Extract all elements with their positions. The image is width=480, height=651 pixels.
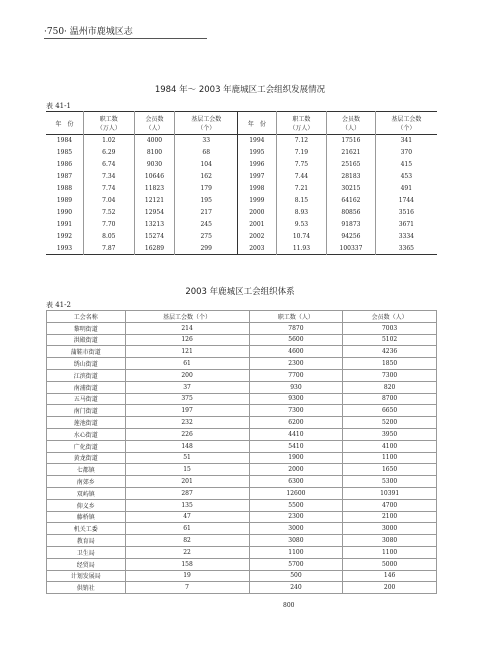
table-cell: 10646 [134,171,175,183]
table-cell: 820 [343,381,437,393]
table-cell: 3080 [343,535,437,547]
table-cell: 12121 [134,195,175,207]
table-cell: 2000 [238,207,277,219]
table-cell: 南浦街道 [47,381,126,393]
table-cell: 4410 [249,428,343,440]
table-cell: 5700 [249,558,343,570]
header-rule [44,38,207,39]
table-cell: 15274 [134,231,175,243]
table-cell: 洪殿街道 [47,334,126,346]
table-cell: 1650 [343,464,437,476]
table-row [47,405,437,417]
table-cell: 21621 [327,147,375,159]
table-cell: 5102 [343,334,437,346]
table-cell: 135 [125,499,249,511]
table-cell: 七都镇 [47,464,126,476]
table-cell: 1.02 [83,135,134,147]
table-cell: 1988 [56,185,73,192]
year-header: 年 份 [238,112,277,135]
table-row [47,464,437,476]
table-cell: 4600 [249,346,343,358]
table-cell: 江滨街道 [47,369,126,381]
table-cell: 94256 [327,231,375,243]
table-cell: 197 [125,405,249,417]
table-cell: 25165 [327,159,375,171]
table-cell: 226 [125,428,249,440]
table-cell: 4100 [343,440,437,452]
table-cell: 7.70 [83,219,134,231]
table-cell: 1995 [238,147,277,159]
table-cell: 7.44 [276,171,327,183]
table-cell: 51 [125,452,249,464]
table-cell: 68 [175,147,238,159]
table-cell: 7300 [249,405,343,417]
table-row [47,417,437,429]
table-cell: 莲池街道 [47,417,126,429]
table-cell: 4236 [343,346,437,358]
table-cell: 4700 [343,499,437,511]
table-cell: 126 [125,334,249,346]
table-cell: 10391 [343,487,437,499]
table-cell: 232 [125,417,249,429]
table-row [46,147,437,159]
table-row [46,231,437,243]
table-row [47,487,437,499]
table-cell: 195 [175,195,238,207]
table-cell: 广化街道 [47,440,126,452]
members-header: 会员数（人） [343,311,437,323]
table-cell: 19 [125,570,249,582]
table-cell: 仰义乡 [47,499,126,511]
table-cell: 机关工委 [47,523,126,535]
table-row [47,334,437,346]
table-cell: 200 [343,582,437,594]
table2-label: 表 41-2 [46,301,71,309]
table-cell: 158 [125,558,249,570]
table-cell: 2003 [238,243,277,255]
table-cell: 7 [125,582,249,594]
table-cell: 7300 [343,369,437,381]
table-cell: 61 [125,523,249,535]
table-cell: 8.93 [276,207,327,219]
table-cell: 162 [175,171,238,183]
table-cell: 1987 [56,173,73,180]
table-cell: 5500 [249,499,343,511]
grassroots-unions-header: 基层工会数（个） [125,311,249,323]
table-cell: 121 [125,346,249,358]
table-cell: 22 [125,546,249,558]
table-cell: 930 [249,381,343,393]
table-row [46,243,437,255]
table-row [47,369,437,381]
table-row [47,499,437,511]
table-cell: 2300 [249,511,343,523]
table-cell: 491 [375,183,437,195]
table-cell: 7700 [249,369,343,381]
table-cell: 11.93 [276,243,327,255]
table-cell: 47 [125,511,249,523]
table-cell: 453 [375,171,437,183]
table-cell: 28183 [327,171,375,183]
table-row [47,535,437,547]
table-cell: 经贸局 [47,558,126,570]
table-cell: 3671 [375,219,437,231]
table-row [47,428,437,440]
table-cell: 9300 [249,393,343,405]
table-cell: 91873 [327,219,375,231]
table-cell: 7003 [343,322,437,334]
table-cell: 15 [125,464,249,476]
table-cell: 1985 [56,149,73,156]
table-cell: 2100 [343,511,437,523]
table-row [47,511,437,523]
table-cell: 245 [175,219,238,231]
union-system-table [46,310,437,594]
unions-header: 基层工会数 （个） [175,112,238,135]
table-cell: 6650 [343,405,437,417]
table-cell: 5200 [343,417,437,429]
table-cell: 80856 [327,207,375,219]
table-row [47,440,437,452]
table-cell: 12600 [249,487,343,499]
table-cell: 1900 [249,452,343,464]
table-cell: 1100 [343,546,437,558]
table-cell: 1998 [238,183,277,195]
table-cell: 1744 [375,195,437,207]
table-cell: 1986 [56,161,73,168]
table-cell: 1990 [56,209,73,216]
table-row [46,195,437,207]
table-cell: 水心街道 [47,428,126,440]
members-header: 会员数 （人） [134,112,175,135]
table-cell: 1984 [56,137,73,145]
table-cell: 1996 [238,159,277,171]
table-cell: 2300 [249,358,343,370]
union-development-table [46,111,437,255]
table-cell: 3365 [375,243,437,255]
table-cell: 1991 [56,221,73,228]
table-cell: 146 [343,570,437,582]
table-cell: 104 [175,159,238,171]
table-cell: 375 [125,393,249,405]
table-cell: 30215 [327,183,375,195]
table-cell: 82 [125,535,249,547]
table-cell: 287 [125,487,249,499]
table-cell: 计划发展局 [47,570,126,582]
table-cell: 7.52 [83,207,134,219]
table-cell: 8.15 [276,195,327,207]
table-cell: 五马街道 [47,393,126,405]
workers-header: 职工数 （万人） [276,112,327,135]
table-cell: 5600 [249,334,343,346]
table-cell: 5000 [343,558,437,570]
table-cell: 南郊乡 [47,476,126,488]
table-cell: 1989 [56,197,73,204]
table-cell: 南门街道 [47,405,126,417]
unions-header: 基层工会数 （个） [375,112,437,135]
table-cell: 415 [375,159,437,171]
table-cell: 7.75 [276,159,327,171]
table-row [47,346,437,358]
table-row [46,207,437,219]
table-row [46,219,437,231]
table-row [47,558,437,570]
table-cell: 275 [175,231,238,243]
table-row [47,476,437,488]
table-cell: 7.34 [83,171,134,183]
table-cell: 1994 [238,135,277,147]
table-cell: 2000 [249,464,343,476]
workers-header: 职工数（人） [249,311,343,323]
table1-label: 表 41-1 [46,102,71,110]
page-header: ·750· 温州市鹿城区志 [44,27,133,37]
table-cell: 6.74 [83,159,134,171]
table1-header-row [46,112,437,135]
table-cell: 1997 [238,171,277,183]
table-row [47,570,437,582]
table-cell: 3000 [249,523,343,535]
table-cell: 16289 [134,243,175,255]
table-cell: 214 [125,322,249,334]
table-cell: 12954 [134,207,175,219]
table-cell: 9.53 [276,219,327,231]
table-cell: 1999 [238,195,277,207]
table-cell: 9030 [134,159,175,171]
table-cell: 8.05 [83,231,134,243]
table-cell: 3950 [343,428,437,440]
table-cell: 8700 [343,393,437,405]
table-cell: 500 [249,570,343,582]
table-row [46,171,437,183]
table-cell: 4000 [134,135,175,147]
table-row [47,358,437,370]
table-cell: 7.21 [276,183,327,195]
table2-title: 2003 年鹿城区工会组织体系 [185,287,295,297]
table-cell: 2002 [238,231,277,243]
table-cell: 7870 [249,322,343,334]
table-cell: 3080 [249,535,343,547]
table-cell: 绣山街道 [47,358,126,370]
table-cell: 黎明街道 [47,322,126,334]
table-cell: 13213 [134,219,175,231]
table-cell: 卫生局 [47,546,126,558]
table-row [46,183,437,195]
table-cell: 3000 [343,523,437,535]
table-cell: 7.19 [276,147,327,159]
table-cell: 7.74 [83,183,134,195]
table-cell: 1100 [249,546,343,558]
table-cell: 299 [175,243,238,255]
table-cell: 1850 [343,358,437,370]
workers-header: 职工数 （万人） [83,112,134,135]
table-cell: 217 [175,207,238,219]
table-row [47,381,437,393]
table-cell: 61 [125,358,249,370]
table-cell: 6.29 [83,147,134,159]
table-cell: 1992 [56,233,73,240]
table1-body [46,135,437,255]
table-cell: 7.12 [276,135,327,147]
table-cell: 7.87 [83,243,134,255]
table-cell: 100337 [327,243,375,255]
table-row [47,582,437,594]
table-cell: 179 [175,183,238,195]
table-cell: 3334 [375,231,437,243]
table-cell: 5300 [343,476,437,488]
table-cell: 双屿镇 [47,487,126,499]
table-cell: 3516 [375,207,437,219]
table-cell: 6200 [249,417,343,429]
table-cell: 370 [375,147,437,159]
table-cell: 2001 [238,219,277,231]
members-header: 会员数 （人） [327,112,375,135]
table-cell: 5410 [249,440,343,452]
table-row [46,159,437,171]
table-cell: 教育局 [47,535,126,547]
table-cell: 8100 [134,147,175,159]
table-cell: 10.74 [276,231,327,243]
table-row [46,135,437,147]
table-cell: 17516 [327,135,375,147]
trailing-value: 800 [283,602,295,609]
table-cell: 200 [125,369,249,381]
table-cell: 7.04 [83,195,134,207]
table-cell: 341 [375,135,437,147]
table-row [47,452,437,464]
table-cell: 11823 [134,183,175,195]
table-cell: 1100 [343,452,437,464]
table-cell: 64162 [327,195,375,207]
table-cell: 黄龙街道 [47,452,126,464]
table-row [47,393,437,405]
union-name-header: 工会名称 [47,311,126,323]
table-cell: 240 [249,582,343,594]
table-cell: 33 [175,135,238,147]
table-cell: 37 [125,381,249,393]
year-header: 年 份 [55,120,74,128]
table1-title: 1984 年～ 2003 年鹿城区工会组织发展情况 [154,85,326,95]
table-cell: 148 [125,440,249,452]
table-row [47,546,437,558]
table2-body [47,322,437,593]
table-cell: 蒲鞋市街道 [47,346,126,358]
table2-header-row [47,311,437,323]
table-cell: 1993 [56,244,73,252]
table-row [47,523,437,535]
table-cell: 201 [125,476,249,488]
table-cell: 供销社 [47,582,126,594]
table-row [47,322,437,334]
table-cell: 6300 [249,476,343,488]
table-cell: 藤桥镇 [47,511,126,523]
